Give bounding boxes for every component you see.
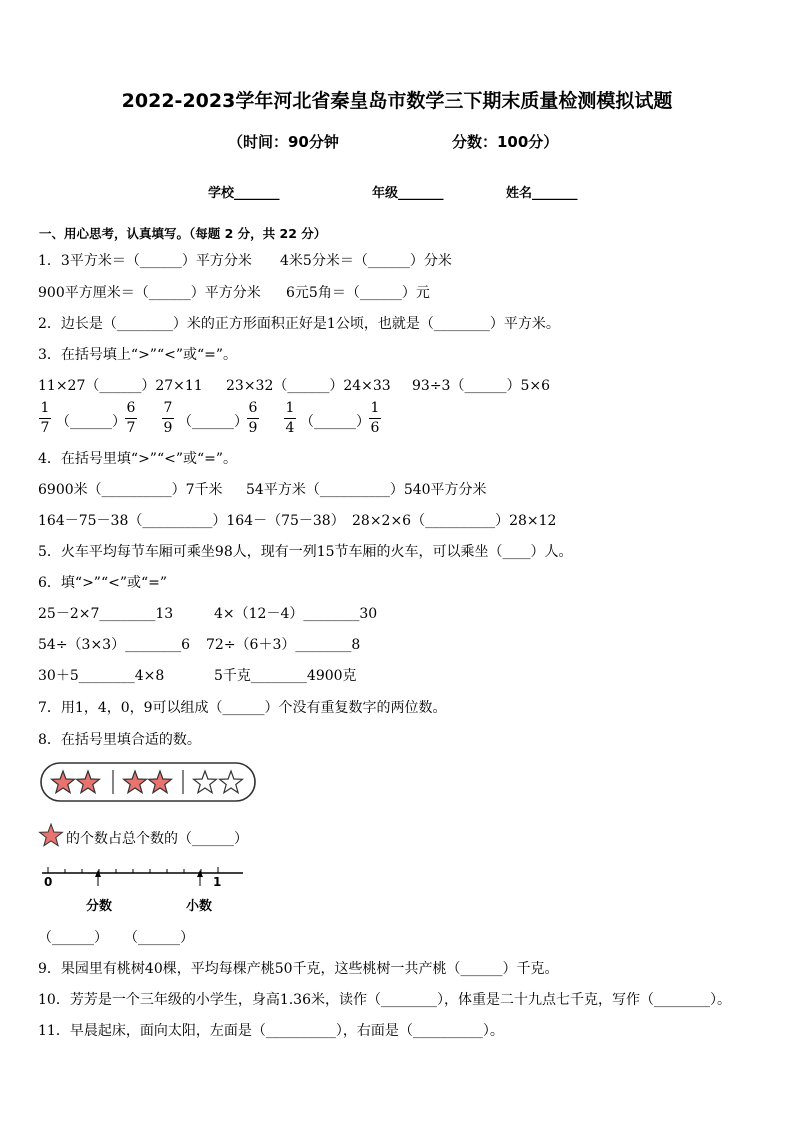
- number-line: [38, 860, 248, 894]
- numerator: 1: [285, 400, 295, 416]
- denominator: 4: [285, 420, 295, 436]
- q3-b: 23×32（______）24×33: [226, 378, 391, 394]
- section-heading: 一、用心思考，认真填写。（每题 2 分，共 22 分）: [39, 226, 327, 241]
- page-title: 2022-2023学年河北省秦皇岛市数学三下期末质量检测模拟试题: [121, 90, 673, 112]
- stars-group: [52, 771, 243, 793]
- name-field: 姓名_______: [506, 186, 578, 201]
- fraction: [161, 401, 175, 436]
- star-filled-icon: [124, 771, 147, 793]
- zero-label: 0: [44, 875, 53, 889]
- q4-d: 28×2×6（__________）28×12: [352, 513, 557, 529]
- denominator: 9: [248, 420, 258, 436]
- q10: 10．芳芳是一个三年级的小学生，身高1.36米，读作（________），体重是二十九点七千克，写作（________）。: [38, 992, 731, 1008]
- numerator: 7: [163, 400, 173, 416]
- q8-blank-1: （______）: [38, 930, 108, 946]
- denominator: 9: [163, 420, 173, 436]
- q6-d: 72÷（6＋3）________8: [206, 637, 361, 653]
- q1-b: 4米5分米＝（______）分米: [280, 253, 452, 269]
- fraction: [124, 401, 138, 436]
- ticks: [48, 867, 218, 873]
- fraction: [368, 401, 382, 436]
- fraction: [38, 401, 52, 436]
- q1-a: 1．3平方米＝（______）平方分米: [38, 253, 252, 269]
- q6-f: 5千克________4900克: [214, 668, 357, 684]
- numerator: 1: [40, 400, 50, 416]
- decimal-label: 小数: [186, 899, 213, 914]
- numerator: 6: [248, 400, 258, 416]
- q3-blank: （______）: [178, 414, 248, 430]
- q3-blank: （______）: [56, 414, 126, 430]
- q5: 5．火车平均每节车厢可乘坐98人，现有一列15节车厢的火车，可以乘坐（____）人。: [38, 544, 573, 560]
- fraction-label: 分数: [86, 899, 113, 914]
- q3-blank: （______）: [300, 414, 370, 430]
- q8-blank-2: （______）: [124, 930, 194, 946]
- numerator: 6: [126, 400, 136, 416]
- q4-stem: 4．在括号里填“>”“<”或“=”。: [38, 451, 238, 467]
- q11: 11．早晨起床，面向太阳，左面是（__________），右面是（__________）。: [38, 1023, 504, 1039]
- q2: 2．边长是（________）米的正方形面积正好是1公顷，也就是（________）平方米。: [38, 316, 560, 332]
- fraction: [246, 401, 260, 436]
- fraction: [283, 401, 297, 436]
- grade-field: 年级_______: [372, 186, 444, 201]
- denominator: 7: [40, 420, 50, 436]
- q3-c: 93÷3（______）5×6: [412, 378, 550, 394]
- star-empty-icon: [220, 771, 243, 793]
- q4-a: 6900米（__________）7千米: [38, 482, 223, 498]
- q8-star-text: 的个数占总个数的（______）: [66, 831, 248, 847]
- star-empty-icon: [194, 771, 217, 793]
- q6-a: 25－2×7________13: [38, 606, 174, 622]
- q3-stem: 3．在括号填上“>”“<”或“=”。: [38, 347, 238, 363]
- q4-b: 54平方米（__________）540平方分米: [246, 482, 487, 498]
- star-box: [38, 761, 258, 803]
- star-filled-icon: [52, 771, 75, 793]
- q1-c: 900平方厘米＝（______）平方分米: [38, 285, 261, 301]
- denominator: 6: [370, 420, 380, 436]
- q6-e: 30＋5________4×8: [38, 668, 165, 684]
- q3-a: 11×27（______）27×11: [38, 378, 203, 394]
- star-icon: [38, 823, 64, 848]
- q6-stem: 6．填“>”“<”或“=”: [38, 575, 168, 591]
- star-filled-icon: [149, 771, 172, 793]
- q4-c: 164－75－38（__________）164－（75－38）: [38, 513, 345, 529]
- q6-b: 4×（12－4）________30: [214, 606, 378, 622]
- q6-c: 54÷（3×3）________6: [38, 637, 190, 653]
- q9: 9．果园里有桃树40棵，平均每棵产桃50千克，这些桃树一共产桃（______）千克。: [38, 961, 559, 977]
- school-field: 学校_______: [208, 186, 280, 201]
- one-label: 1: [213, 875, 222, 889]
- numerator: 1: [370, 400, 380, 416]
- denominator: 7: [126, 420, 136, 436]
- score-label: 分数：100分）: [452, 133, 559, 151]
- star-filled-icon: [77, 771, 100, 793]
- q8-stem: 8．在括号里填合适的数。: [38, 732, 201, 748]
- q7: 7．用1，4，0，9可以组成（______）个没有重复数字的两位数。: [38, 700, 447, 716]
- time-label: （时间：90分钟: [228, 133, 339, 151]
- q1-d: 6元5角＝（______）元: [286, 285, 430, 301]
